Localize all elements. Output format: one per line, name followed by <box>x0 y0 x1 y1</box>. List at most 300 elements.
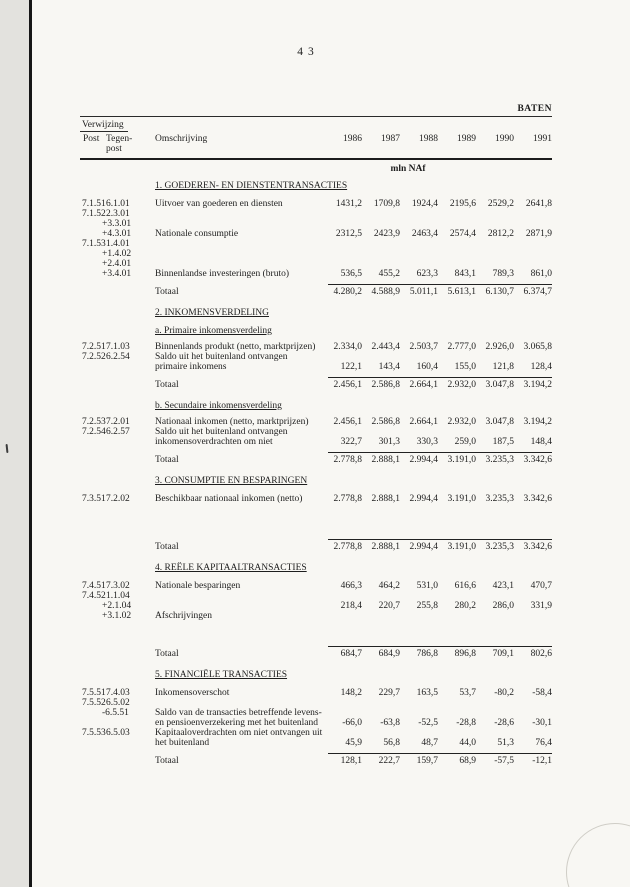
post-cell: 7.4.52 <box>82 591 106 601</box>
table-row <box>80 698 552 708</box>
total-value: 3.342,6 <box>523 455 552 465</box>
value-cell: 2.994,4 <box>409 494 438 504</box>
post-cell: 7.5.51 <box>82 688 106 698</box>
value-cell <box>438 352 476 362</box>
section-title: 3. CONSUMPTIE EN BESPARINGEN <box>155 476 308 486</box>
label-cell: en pensioenverzekering met het buitenland <box>155 718 319 728</box>
value-cell: -30,1 <box>532 718 552 728</box>
post-cell <box>80 514 106 524</box>
table-row <box>80 219 552 229</box>
value-cell <box>400 427 438 437</box>
value-cell: 2.926,0 <box>485 342 514 352</box>
value-cell <box>476 611 514 621</box>
table-row <box>80 437 552 447</box>
value-cell: 2423,9 <box>373 229 400 239</box>
value-cell <box>324 239 362 249</box>
value-cell: 623,3 <box>416 269 438 279</box>
tegenpost-header <box>106 134 155 154</box>
post-cell <box>80 649 106 659</box>
post-cell: 7.5.52 <box>82 698 106 708</box>
value-cell: 148,2 <box>340 688 362 698</box>
total-value: 3.235,3 <box>485 455 514 465</box>
total-rule <box>328 753 552 754</box>
post-cell: 7.2.51 <box>82 342 106 352</box>
value-cell: -28,8 <box>456 718 476 728</box>
post-cell <box>80 542 106 552</box>
post-cell: 7.2.53 <box>82 417 106 427</box>
tegenpost-cell: 7.1.03 <box>106 342 130 352</box>
value-cell: 2.888,1 <box>371 494 400 504</box>
value-cell <box>438 611 476 621</box>
value-cell <box>514 259 552 269</box>
tegenpost-cell: 6.5.03 <box>106 728 130 738</box>
table-row <box>80 581 552 591</box>
total-value: 6.130,7 <box>485 287 514 297</box>
total-rule <box>328 452 552 453</box>
value-cell <box>400 591 438 601</box>
post-cell <box>80 504 106 514</box>
tegenpost-cell <box>106 504 155 514</box>
value-cell: 466,3 <box>340 581 362 591</box>
scan-left-margin <box>0 0 29 887</box>
total-value: 159,7 <box>416 756 438 766</box>
value-cell <box>324 621 362 631</box>
label-cell <box>155 504 324 514</box>
value-cell <box>400 524 438 534</box>
value-cell <box>362 249 400 259</box>
value-cell <box>476 209 514 219</box>
value-cell <box>400 514 438 524</box>
tegenpost-cell <box>106 756 155 766</box>
value-cell <box>362 259 400 269</box>
value-cell: 1924,4 <box>411 199 438 209</box>
top-rule <box>80 116 552 117</box>
value-cell <box>400 631 438 641</box>
value-cell <box>514 427 552 437</box>
label-cell <box>155 698 324 708</box>
total-row <box>80 455 552 465</box>
value-cell <box>476 249 514 259</box>
value-cell <box>400 504 438 514</box>
value-cell: 148,4 <box>530 437 552 447</box>
value-cell: 2.778,8 <box>333 494 362 504</box>
table-row <box>80 342 552 352</box>
tegenpost-cell <box>106 631 155 641</box>
value-cell <box>362 631 400 641</box>
total-value: 3.047,8 <box>485 380 514 390</box>
total-value: 2.778,8 <box>333 542 362 552</box>
label-cell: Nationaal inkomen (netto, marktprijzen) <box>155 417 309 427</box>
total-value: 2.888,1 <box>371 542 400 552</box>
value-cell: 2.932,0 <box>447 417 476 427</box>
total-value: 5.011,1 <box>409 287 438 297</box>
post-cell <box>80 524 106 534</box>
value-cell <box>362 239 400 249</box>
value-cell <box>362 708 400 718</box>
tegenpost-cell <box>106 287 155 297</box>
label-cell <box>155 524 324 534</box>
total-value: 3.194,2 <box>523 380 552 390</box>
total-value: 3.191,0 <box>447 542 476 552</box>
tegenpost-cell: +2.1.04 <box>102 601 132 611</box>
value-cell <box>476 504 514 514</box>
value-cell <box>438 239 476 249</box>
value-cell <box>476 621 514 631</box>
table-row <box>80 738 552 748</box>
tegenpost-cell: 7.4.03 <box>106 688 130 698</box>
value-cell <box>514 219 552 229</box>
value-cell: 51,3 <box>497 738 514 748</box>
omschrijving-header: Omschrijving <box>155 134 208 144</box>
total-label: Totaal <box>155 380 179 390</box>
post-cell <box>80 455 106 465</box>
post-cell <box>80 380 106 390</box>
total-value: 2.888,1 <box>371 455 400 465</box>
value-cell: 218,4 <box>340 601 362 611</box>
value-cell <box>400 698 438 708</box>
value-cell <box>324 728 362 738</box>
table-row <box>80 708 552 718</box>
label-cell: Saldo van de transacties betreffende levens- <box>155 708 322 718</box>
value-cell <box>400 352 438 362</box>
value-cell: 2529,2 <box>487 199 514 209</box>
total-value: 5.613,1 <box>447 287 476 297</box>
label-cell: primaire inkomens <box>155 362 227 372</box>
total-value: 3.235,3 <box>485 542 514 552</box>
value-cell <box>324 611 362 621</box>
total-value: 3.342,6 <box>523 542 552 552</box>
value-cell: 2641,8 <box>525 199 552 209</box>
tegenpost-cell: 7.2.01 <box>106 417 130 427</box>
value-cell <box>514 611 552 621</box>
tegenpost-cell: 2.3.01 <box>106 209 130 219</box>
total-value: 222,7 <box>378 756 400 766</box>
value-cell: 121,8 <box>492 362 514 372</box>
value-cell <box>438 631 476 641</box>
value-cell: 2574,4 <box>449 229 476 239</box>
value-cell: 322,7 <box>340 437 362 447</box>
total-value: 709,1 <box>492 649 514 659</box>
value-cell <box>400 249 438 259</box>
total-label: Totaal <box>155 287 179 297</box>
value-cell: 2812,2 <box>487 229 514 239</box>
value-cell <box>514 209 552 219</box>
value-cell <box>324 708 362 718</box>
value-cell: 76,4 <box>535 738 552 748</box>
value-cell <box>476 708 514 718</box>
tegenpost-cell: 7.2.02 <box>106 494 130 504</box>
value-cell: 2.443,4 <box>371 342 400 352</box>
table-row <box>80 209 552 219</box>
value-cell: 3.047,8 <box>485 417 514 427</box>
value-cell <box>400 728 438 738</box>
value-cell <box>400 611 438 621</box>
value-cell: 2.503,7 <box>409 342 438 352</box>
value-cell: 843,1 <box>454 269 476 279</box>
value-cell: 160,4 <box>416 362 438 372</box>
value-cell <box>438 708 476 718</box>
value-cell <box>324 427 362 437</box>
post-cell: 7.2.54 <box>82 427 106 437</box>
value-cell: -58,4 <box>532 688 552 698</box>
total-value: 128,1 <box>340 756 362 766</box>
value-cell: -52,5 <box>418 718 438 728</box>
value-cell: 301,3 <box>378 437 400 447</box>
value-cell: -28,6 <box>494 718 514 728</box>
value-cell <box>476 259 514 269</box>
value-cell <box>514 698 552 708</box>
tegenpost-cell: +2.4.01 <box>102 259 132 269</box>
label-cell: Inkomensoverschot <box>155 688 230 698</box>
value-cell: 2.664,1 <box>409 417 438 427</box>
total-value: 4.588,9 <box>371 287 400 297</box>
tegenpost-cell: 6.5.02 <box>106 698 130 708</box>
total-value: -57,5 <box>494 756 514 766</box>
value-cell: 128,4 <box>530 362 552 372</box>
total-value: 896,8 <box>454 649 476 659</box>
label-cell <box>155 591 324 601</box>
value-cell: 3.191,0 <box>447 494 476 504</box>
value-cell <box>476 352 514 362</box>
label-cell <box>155 209 324 219</box>
value-cell: 280,2 <box>454 601 476 611</box>
page-number: 43 <box>297 46 319 58</box>
value-cell <box>362 621 400 631</box>
value-cell <box>514 631 552 641</box>
value-cell <box>362 591 400 601</box>
value-cell: -80,2 <box>494 688 514 698</box>
value-cell <box>438 514 476 524</box>
tegenpost-cell: +3.3.01 <box>102 219 132 229</box>
value-cell <box>362 209 400 219</box>
unit-label: mln NAf <box>390 164 426 174</box>
value-cell <box>400 239 438 249</box>
post-cell: 7.1.51 <box>82 199 106 209</box>
value-cell: 455,2 <box>378 269 400 279</box>
value-cell <box>438 504 476 514</box>
value-cell <box>514 504 552 514</box>
table-row <box>80 494 552 504</box>
tegenpost-cell: +3.1.02 <box>102 611 132 621</box>
value-cell: 155,0 <box>454 362 476 372</box>
year-header: 1990 <box>495 134 514 144</box>
table-row <box>80 259 552 269</box>
total-value: 6.374,7 <box>523 287 552 297</box>
tegenpost-cell: 1.4.01 <box>106 239 130 249</box>
label-cell: Uitvoer van goederen en diensten <box>155 199 283 209</box>
tegenpost-cell <box>106 649 155 659</box>
tegenpost-cell <box>106 437 155 447</box>
table-row <box>80 239 552 249</box>
total-row <box>80 542 552 552</box>
total-value: 2.994,4 <box>409 542 438 552</box>
table-row <box>80 362 552 372</box>
value-cell: 2463,4 <box>411 229 438 239</box>
value-cell: 3.194,2 <box>523 417 552 427</box>
value-cell: 259,0 <box>454 437 476 447</box>
tegenpost-cell: +3.4.01 <box>102 269 132 279</box>
value-cell: 330,3 <box>416 437 438 447</box>
table-row <box>80 591 552 601</box>
tegenpost-cell <box>106 621 155 631</box>
table-row <box>80 728 552 738</box>
value-cell <box>362 524 400 534</box>
value-cell <box>438 621 476 631</box>
value-cell <box>400 219 438 229</box>
value-cell: 470,7 <box>530 581 552 591</box>
value-cell <box>514 249 552 259</box>
value-cell <box>324 591 362 601</box>
year-header: 1986 <box>343 134 362 144</box>
total-label: Totaal <box>155 542 179 552</box>
statistics-table <box>80 104 552 777</box>
value-cell: 2871,9 <box>525 229 552 239</box>
subsection-title: b. Secundaire inkomensverdeling <box>155 401 282 411</box>
post-cell <box>80 738 106 748</box>
value-cell: 255,8 <box>416 601 438 611</box>
binding-line <box>29 0 32 887</box>
value-cell <box>514 708 552 718</box>
label-cell: Binnenlandse investeringen (bruto) <box>155 269 290 279</box>
value-cell: 536,5 <box>340 269 362 279</box>
value-cell <box>362 427 400 437</box>
post-cell: 7.3.51 <box>82 494 106 504</box>
table-row <box>80 427 552 437</box>
value-cell <box>400 259 438 269</box>
label-cell <box>155 239 324 249</box>
value-cell: 143,4 <box>378 362 400 372</box>
value-cell: -66,0 <box>342 718 362 728</box>
value-cell <box>324 514 362 524</box>
value-cell <box>476 239 514 249</box>
total-label: Totaal <box>155 756 179 766</box>
value-cell: 423,1 <box>492 581 514 591</box>
table-row <box>80 417 552 427</box>
total-value: 2.456,1 <box>333 380 362 390</box>
value-cell <box>362 611 400 621</box>
label-cell: Saldo uit het buitenland ontvangen <box>155 427 288 437</box>
tegenpost-cell: 7.3.02 <box>106 581 130 591</box>
value-cell: 3.065,8 <box>523 342 552 352</box>
post-cell <box>80 631 106 641</box>
label-cell <box>155 601 324 611</box>
total-label: Totaal <box>155 455 179 465</box>
value-cell <box>438 209 476 219</box>
value-cell <box>438 698 476 708</box>
tegenpost-cell <box>106 542 155 552</box>
value-cell: 286,0 <box>492 601 514 611</box>
value-cell: 53,7 <box>459 688 476 698</box>
value-cell: 789,3 <box>492 269 514 279</box>
table-header-row <box>80 134 552 154</box>
total-row <box>80 287 552 297</box>
value-cell: 44,0 <box>459 738 476 748</box>
year-header: 1988 <box>419 134 438 144</box>
label-cell: Binnenlands produkt (netto, marktprijzen) <box>155 342 316 352</box>
total-rule <box>328 539 552 540</box>
label-cell: Afschrijvingen <box>155 611 212 621</box>
total-value: 2.932,0 <box>447 380 476 390</box>
total-value: 684,7 <box>340 649 362 659</box>
post-header: Post <box>83 134 100 144</box>
tegenpost-cell: 6.2.54 <box>106 352 130 362</box>
post-cell: 7.5.53 <box>82 728 106 738</box>
value-cell: 56,8 <box>383 738 400 748</box>
value-cell <box>476 631 514 641</box>
section-title: 5. FINANCIËLE TRANSACTIES <box>155 670 288 680</box>
value-cell: 3.342,6 <box>523 494 552 504</box>
value-cell <box>476 427 514 437</box>
value-cell: 331,9 <box>530 601 552 611</box>
value-cell <box>514 728 552 738</box>
value-cell: 1709,8 <box>373 199 400 209</box>
total-value: 3.191,0 <box>447 455 476 465</box>
value-cell: 220,7 <box>378 601 400 611</box>
value-cell <box>400 621 438 631</box>
total-value: 2.664,1 <box>409 380 438 390</box>
label-cell: Beschikbaar nationaal inkomen (netto) <box>155 494 303 504</box>
value-cell <box>476 219 514 229</box>
label-cell <box>155 259 324 269</box>
tegenpost-cell: +1.4.02 <box>102 249 132 259</box>
value-cell: 122,1 <box>340 362 362 372</box>
value-cell <box>324 698 362 708</box>
year-header: 1989 <box>457 134 476 144</box>
subsection-title: a. Primaire inkomensverdeling <box>155 326 272 336</box>
tegenpost-cell: 6.2.57 <box>106 427 130 437</box>
label-cell: inkomensoverdrachten om niet <box>155 437 273 447</box>
table-row <box>80 199 552 209</box>
label-cell: Nationale besparingen <box>155 581 241 591</box>
value-cell: -63,8 <box>380 718 400 728</box>
post-cell: 7.2.52 <box>82 352 106 362</box>
table-row <box>80 249 552 259</box>
value-cell <box>514 591 552 601</box>
value-cell: 2.334,0 <box>333 342 362 352</box>
total-row <box>80 380 552 390</box>
value-cell: 229,7 <box>378 688 400 698</box>
value-cell <box>362 352 400 362</box>
value-cell <box>324 219 362 229</box>
value-cell: 2195,6 <box>449 199 476 209</box>
total-rule <box>328 284 552 285</box>
total-rule <box>328 377 552 378</box>
table-row <box>80 688 552 698</box>
tegenpost-header-line: post <box>106 144 122 154</box>
post-cell: 7.1.52 <box>82 209 106 219</box>
table-row <box>80 504 552 514</box>
tegenpost-cell <box>106 455 155 465</box>
total-value: 68,9 <box>459 756 476 766</box>
label-cell <box>155 631 324 641</box>
tegenpost-cell: 1.1.04 <box>106 591 130 601</box>
header-rule <box>80 158 552 160</box>
value-cell <box>514 621 552 631</box>
total-row <box>80 649 552 659</box>
table-row <box>80 524 552 534</box>
value-cell: 2312,5 <box>335 229 362 239</box>
value-cell: 616,6 <box>454 581 476 591</box>
value-cell <box>400 209 438 219</box>
tegenpost-header-line: Tegen- <box>106 134 133 144</box>
value-cell <box>324 249 362 259</box>
value-cell <box>514 514 552 524</box>
value-cell: 187,5 <box>492 437 514 447</box>
value-cell <box>438 524 476 534</box>
table-header-group <box>80 120 552 132</box>
value-cell <box>362 698 400 708</box>
value-cell: 163,5 <box>416 688 438 698</box>
